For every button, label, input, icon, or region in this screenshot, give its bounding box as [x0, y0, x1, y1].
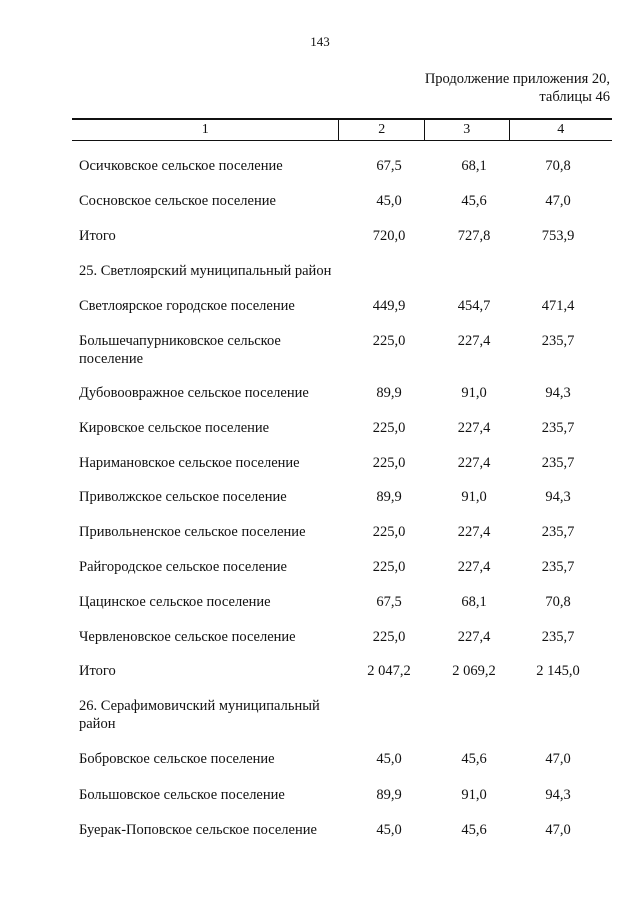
continuation-line-1: Продолжение приложения 20,: [424, 71, 610, 87]
row-value-1: 45,0: [376, 751, 402, 767]
row-name: Дубовоовражное сельское поселение: [79, 385, 309, 401]
row-value-2: 45,6: [461, 822, 487, 838]
row-value-1: 225,0: [372, 420, 406, 436]
row-name: Сосновское сельское поселение: [79, 193, 276, 209]
row-value-2: 45,6: [461, 193, 487, 209]
row-value-3: 235,7: [541, 455, 575, 471]
row-value-3: 94,3: [545, 787, 571, 803]
row-value-1: 449,9: [372, 298, 406, 314]
row-value-2: 91,0: [461, 385, 487, 401]
row-value-3: 235,7: [541, 333, 575, 349]
row-value-3: 471,4: [541, 298, 575, 314]
row-value-2: 2 069,2: [452, 663, 496, 679]
row-value-1: 225,0: [372, 629, 406, 645]
row-value-1: 89,9: [376, 385, 402, 401]
row-value-1: 225,0: [372, 524, 406, 540]
row-name: Привольненское сельское поселение: [79, 524, 306, 540]
row-value-3: 753,9: [541, 228, 575, 244]
row-value-2: 91,0: [461, 787, 487, 803]
row-name: Бобровское сельское поселение: [79, 751, 275, 767]
row-value-1: 45,0: [376, 193, 402, 209]
row-name: Итого: [79, 663, 116, 679]
section-heading-label: 26. Серафимовичский муниципальный район: [79, 698, 320, 732]
header-col-4: 4: [509, 119, 612, 141]
row-value-1: 225,0: [372, 333, 406, 349]
row-value-3: 47,0: [545, 193, 571, 209]
row-value-1: 89,9: [376, 489, 402, 505]
header-col-2: 2: [339, 119, 425, 141]
row-value-1: 67,5: [376, 158, 402, 174]
row-value-3: 47,0: [545, 822, 571, 838]
row-value-1: 2 047,2: [367, 663, 411, 679]
row-value-3: 235,7: [541, 629, 575, 645]
row-value-2: 227,4: [457, 629, 491, 645]
row-value-1: 45,0: [376, 822, 402, 838]
header-col-3: 3: [425, 119, 510, 141]
row-value-3: 94,3: [545, 385, 571, 401]
row-value-2: 454,7: [457, 298, 491, 314]
row-value-3: 235,7: [541, 524, 575, 540]
row-name: Приволжское сельское поселение: [79, 489, 287, 505]
row-value-2: 227,4: [457, 420, 491, 436]
row-name: Цацинское сельское поселение: [79, 594, 271, 610]
row-value-3: 235,7: [541, 420, 575, 436]
row-value-2: 45,6: [461, 751, 487, 767]
row-value-3: 2 145,0: [536, 663, 580, 679]
row-name: Кировское сельское поселение: [79, 420, 270, 436]
row-value-1: 225,0: [372, 455, 406, 471]
row-value-2: 727,8: [457, 228, 491, 244]
row-value-2: 227,4: [457, 524, 491, 540]
row-value-2: 227,4: [457, 559, 491, 575]
row-name: Райгородское сельское поселение: [79, 559, 287, 575]
row-name: Светлоярское городское поселение: [79, 298, 295, 314]
row-value-1: 89,9: [376, 787, 402, 803]
row-name: Наримановское сельское поселение: [79, 455, 300, 471]
row-value-2: 91,0: [461, 489, 487, 505]
row-name: Буерак-Поповское сельское поселение: [79, 822, 317, 838]
header-col-1: 1: [72, 119, 339, 141]
row-name: Итого: [79, 228, 116, 244]
row-value-3: 235,7: [541, 559, 575, 575]
row-value-1: 720,0: [372, 228, 406, 244]
row-value-3: 70,8: [545, 158, 571, 174]
row-value-1: 225,0: [372, 559, 406, 575]
row-name: Осичковское сельское поселение: [79, 158, 283, 174]
row-name: Большовское сельское поселение: [79, 787, 285, 803]
row-value-3: 47,0: [545, 751, 571, 767]
row-value-3: 70,8: [545, 594, 571, 610]
section-heading-label: 25. Светлоярский муниципальный район: [79, 263, 332, 279]
row-value-3: 94,3: [545, 489, 571, 505]
row-value-2: 68,1: [461, 158, 487, 174]
row-name: Червленовское сельское поселение: [79, 629, 296, 645]
row-value-2: 68,1: [461, 594, 487, 610]
row-value-2: 227,4: [457, 333, 491, 349]
row-value-1: 67,5: [376, 594, 402, 610]
continuation-line-2: таблицы 46: [539, 89, 610, 105]
page-number: 143: [310, 34, 330, 49]
row-value-2: 227,4: [457, 455, 491, 471]
row-name: Большечапурниковское сельское поселение: [79, 333, 281, 367]
